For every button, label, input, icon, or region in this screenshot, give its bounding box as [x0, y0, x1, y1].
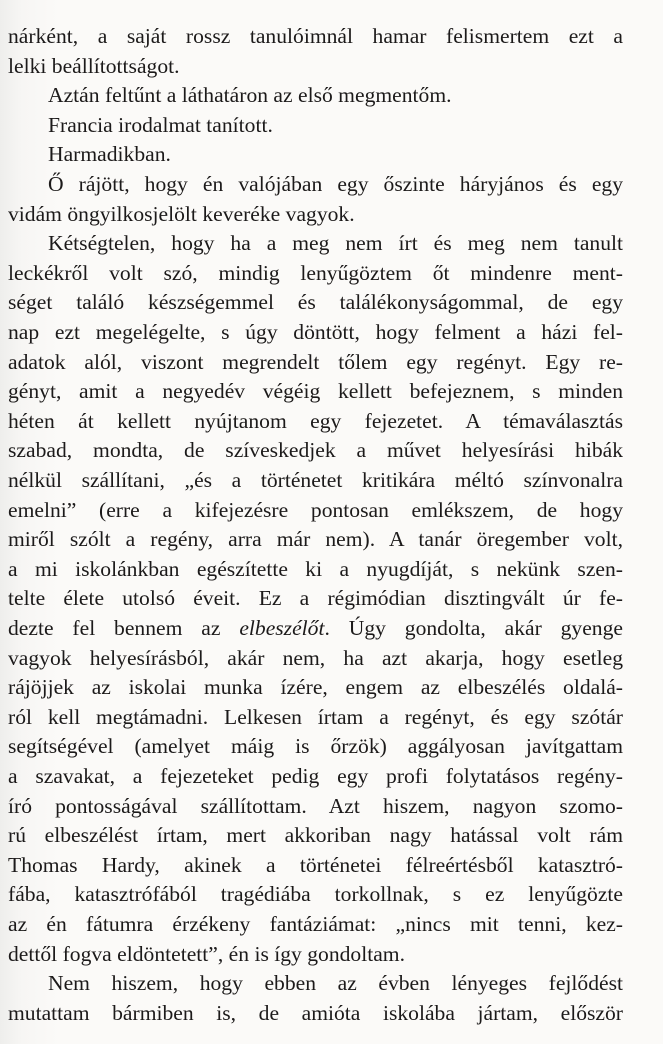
- text-line: Francia irodalmat tanított.: [48, 112, 273, 137]
- text-line: Harmadikban.: [48, 142, 171, 167]
- text-line: dezte fel bennem az elbeszélőt. Úgy gondolta, akár gyenge: [8, 616, 623, 640]
- text-line: az én fátumra érzékeny fantáziámat: „nincs mit tenni, kez-: [8, 912, 623, 936]
- text-line: séget találó készségemmel és találékonyságommal, de egy: [8, 290, 623, 315]
- text-line: telte élete utolsó éveit. Ez a régimódian disztingvált úr fe-: [8, 586, 623, 611]
- text-line: ról kell megtámadni. Lelkesen írtam a regényt, és egy szótár: [8, 704, 623, 729]
- text-line: Thomas Hardy, akinek a történetei félreértésből katasztró-: [8, 852, 623, 877]
- text-line: adatok alól, viszont megrendelt tőlem egy regényt. Egy re-: [8, 349, 623, 374]
- text-line: Ő rájött, hogy én valójában egy őszinte háryjános és egy: [48, 172, 623, 196]
- text-line: vidám öngyilkosjelölt keveréke vagyok.: [8, 201, 355, 226]
- text-line: Kétségtelen, hogy ha a meg nem írt és meg nem tanult: [48, 231, 623, 256]
- text-line: a szavakat, a fejezeteket pedig egy profi folytatásos regény-: [8, 764, 623, 788]
- text-line: lelki beállítottságot.: [8, 53, 180, 78]
- text-line: segítségével (amelyet máig is őrzök) aggályosan javítgattam: [8, 734, 623, 759]
- text-line: Nem hiszem, hogy ebben az évben lényeges fejlődést: [48, 971, 623, 996]
- text-line: dettől fogva eldöntetett”, én is így gondoltam.: [8, 941, 405, 966]
- text-line: a mi iskolánkban egészítette ki a nyugdíját, s nekünk szen-: [8, 556, 623, 581]
- text-line: rú elbeszélést írtam, mert akkoriban nagy hatással volt rám: [8, 823, 623, 848]
- text-line: nárként, a saját rossz tanulóimnál hamar felismertem ezt a: [8, 24, 623, 48]
- text-line: nélkül szállítani, „és a történetet kritikára méltó színvonalra: [8, 468, 623, 492]
- text-line: gényt, amit a negyedév végéig kellett befejeznem, s minden: [8, 379, 623, 404]
- text-line: nap ezt megelégelte, s úgy döntött, hogy felment a házi fel-: [8, 320, 623, 344]
- text-line: leckékről volt szó, mindig lenyűgöztem őt mindenre ment-: [8, 260, 623, 285]
- text-line: miről szólt a regény, arra már nem). A tanár öregember volt,: [8, 527, 623, 552]
- text-line: szabad, mondta, de szíveskedjek a művet helyesírási hibák: [8, 438, 623, 463]
- text-line: héten át kellett nyújtanom egy fejezetet. A témaválasztás: [8, 408, 623, 433]
- text-line: író pontosságával szállítottam. Azt hiszem, nagyon szomo-: [8, 793, 623, 818]
- text-line: mutattam bármiben is, de amióta iskolába jártam, először: [8, 1000, 623, 1025]
- text-line: vagyok helyesírásból, akár nem, ha azt akarja, hogy esetleg: [8, 645, 623, 670]
- text-line: Aztán feltűnt a láthatáron az első megmentőm.: [48, 83, 452, 108]
- italic-word: elbeszélőt: [239, 616, 325, 640]
- text-line: fába, katasztrófából tragédiába torkollnak, s ez lenyűgözte: [8, 882, 623, 907]
- text-line: rájöjjek az iskolai munka ízére, engem az elbeszélés oldalá-: [8, 675, 623, 700]
- text-line: emelni” (erre a kifejezésre pontosan emlékszem, de hogy: [8, 497, 623, 522]
